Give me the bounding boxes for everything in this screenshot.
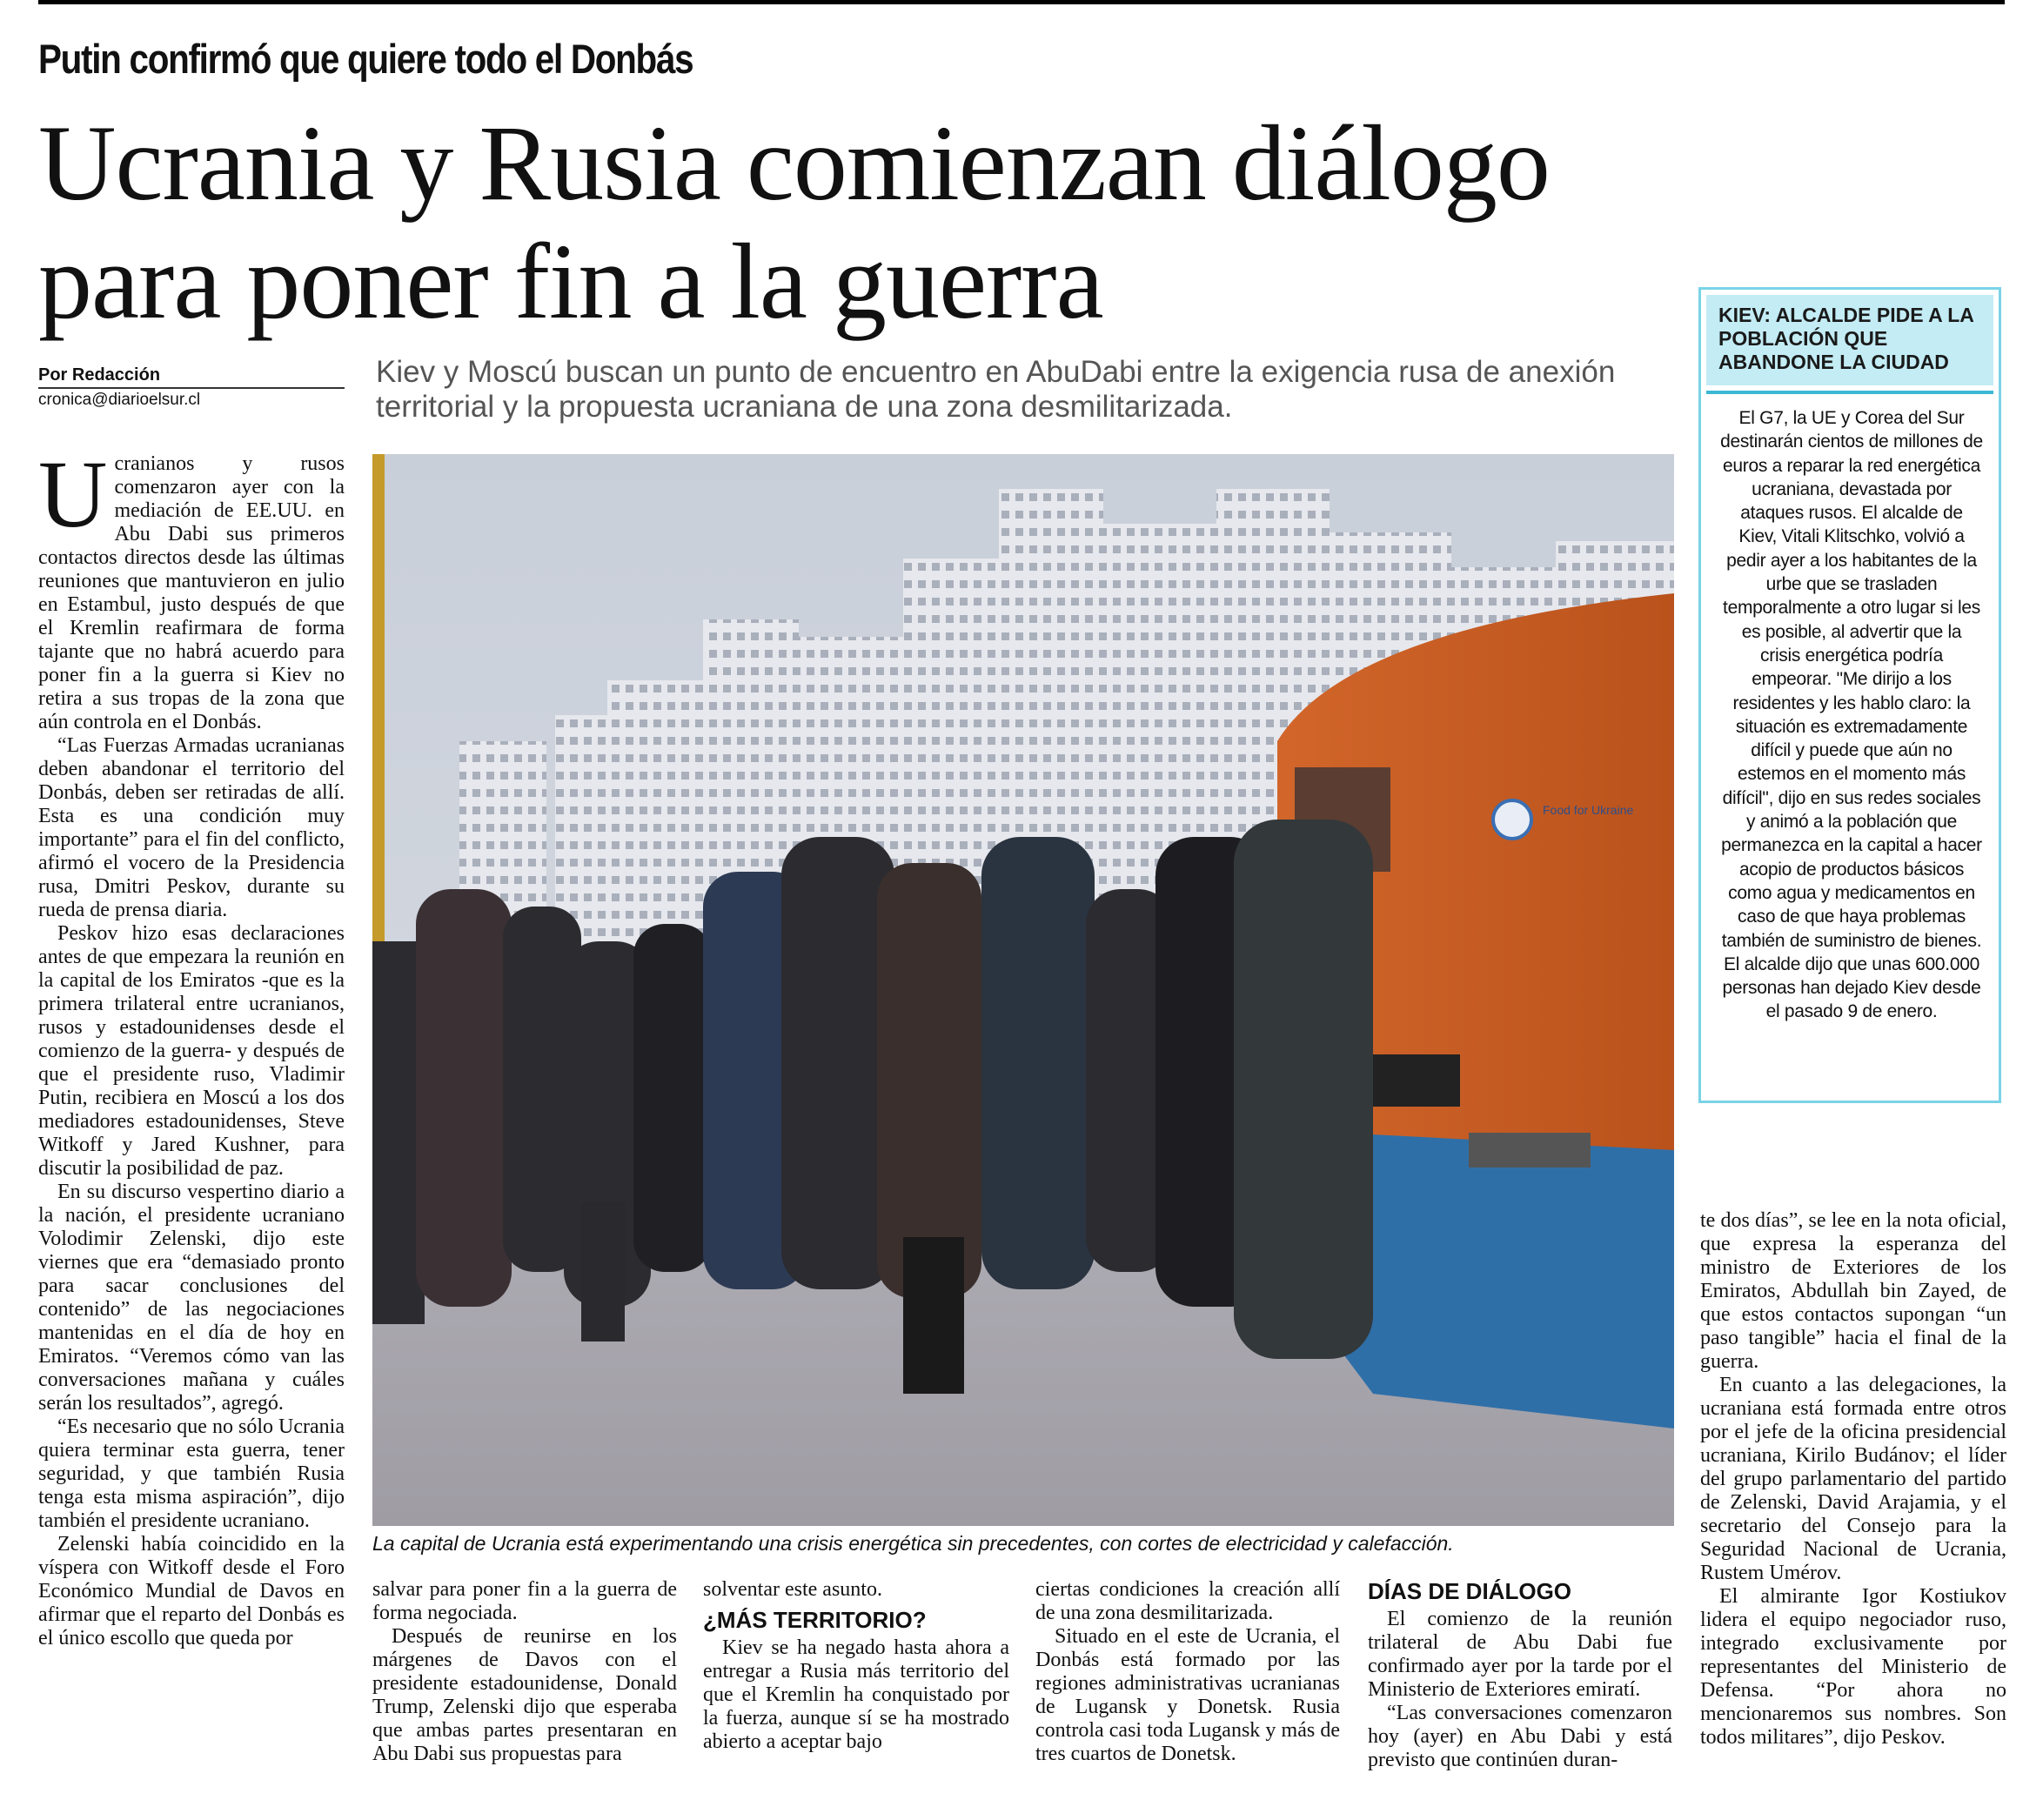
byline-email: cronica@diarioelsur.cl <box>38 391 201 409</box>
subhead-dias-de-dialogo: DÍAS DE DIÁLOGO <box>1368 1578 1572 1604</box>
article-paragraph: salvar para poner fin a la guerra de forma negociada. <box>372 1578 677 1624</box>
headline <box>38 104 1691 341</box>
article-paragraph <box>38 441 345 734</box>
subhead-mas-territorio: ¿MÁS TERRITORIO? <box>703 1607 927 1633</box>
headline-line-2: para poner fin a la guerra <box>38 222 1103 341</box>
article-paragraph: Kiev se ha negado hasta ahora a entregar a Rusia más territorio del que el Kremlin ha conquistado por la fuerza, aunque sí se ha mostrado abierto a aceptar bajo <box>703 1636 1009 1753</box>
article-paragraph: Peskov hizo esas declaraciones antes de que empezara la reunión en la capital de los Emiratos -que es la primera trilateral entre ucranianos, rusos y estadounidenses desde el comienzo de la guerra- y después de que el presidente ruso, Vladimir Putin, recibiera en Moscú a los dos mediadores estadounidenses, Steve Witkoff y Jared Kushner, para discutir la posibilidad de paz. <box>38 922 345 1180</box>
sidebar-title: KIEV: ALCALDE PIDE A LA POBLACIÓN QUE ABANDONE LA CIUDAD <box>1706 295 1993 385</box>
article-column-6 <box>1700 1209 2006 1750</box>
article-paragraph: Después de reunirse en los márgenes de Davos con el presidente estadounidense, Donald Trump, Zelenski dijo que esperaba que ambas partes presentaran en Abu Dabi sus propuestas para <box>372 1625 677 1765</box>
article-column-5 <box>1368 1578 1672 1772</box>
article-column-2 <box>372 1578 677 1766</box>
deck: Kiev y Moscú buscan un punto de encuentro en AbuDabi entre la exigencia rusa de anexión territorial y la propuesta ucraniana de una zona desmilitarizada. <box>376 355 1616 424</box>
article-paragraph: ciertas condiciones la creación allí de una zona desmilitarizada. <box>1035 1578 1340 1624</box>
byline <box>38 364 345 412</box>
article-paragraph: “Las conversaciones comenzaron hoy (ayer) en Abu Dabi y está previsto que continúen duran- <box>1368 1702 1672 1771</box>
photo-caption: La capital de Ucrania está experimentando una crisis energética sin precedentes, con cortes de electricidad y calefacción. <box>372 1532 1454 1555</box>
article-lead-text: cranianos y rusos comenzaron ayer con la mediación de EE.UU. en Abu Dabi sus primeros contactos directos desde las últimas reuniones que mantuvieron en julio en Estambul, justo después de que el Kremlin reafirmara de forma tajante que no habrá acuerdo para poner fin a la guerra si Kiev no retira a sus tropas de la zona que aún controla en el Donbás. <box>38 452 345 733</box>
byline-author: Por Redacción <box>38 364 345 389</box>
article-paragraph: Zelenski había coincidido en la víspera con Witkoff desde el Foro Económico Mundial de Davos en afirmar que el reparto del Donbás es el único escollo que queda por <box>38 1533 345 1649</box>
article-column-3 <box>703 1578 1009 1754</box>
article-paragraph: “Las Fuerzas Armadas ucranianas deben abandonar el territorio del Donbás, deben ser retiradas de allí. Esta es una condición muy importante” para el fin del conflicto, afirmó el vocero de la Presidencia rusa, Dmitri Peskov, durante su rueda de prensa diaria. <box>38 734 345 921</box>
article-column-1 <box>38 441 345 1650</box>
headline-line-1: Ucrania y Rusia comienzan diálogo <box>38 104 1550 223</box>
top-rule <box>38 0 2005 4</box>
article-paragraph: “Es necesario que no sólo Ucrania quiera terminar esta guerra, tener seguridad, y que también Rusia tenga esta misma aspiración”, dijo también el presidente ucraniano. <box>38 1415 345 1532</box>
sidebar-body: El G7, la UE y Corea del Sur destinarán cientos de millones de euros a reparar la red energética ucraniana, devastada por ataques rusos. El alcalde de Kiev, Vitali Klitschko, volvió a pedir ayer a los habitantes de la urbe que se trasladen temporalmente a otro lugar si les es posible, al advertir que la crisis energética podría empeorar. "Me dirijo a los residentes y les hablo claro: la situación es extremadamente difícil y puede que aún no estemos en el momento más difícil", dijo en sus redes sociales y animó a la población que permanezca en la capital a hacer acopio de productos básicos como agua y medicamentos en caso de que haya problemas también de suministro de bienes. El alcalde dijo que unas 600.000 personas han dejado Kiev desde el pasado 9 de enero. <box>1720 408 1983 1022</box>
article-paragraph: Situado en el este de Ucrania, el Donbás está formado por las regiones administrativas ucranianas de Lugansk y Donetsk. Rusia controla casi toda Lugansk y más de tres cuartos de Donetsk. <box>1035 1625 1340 1765</box>
article-column-4 <box>1035 1578 1340 1766</box>
article-paragraph: En cuanto a las delegaciones, la ucraniana está formada entre otros por el jefe de la oficina presidencial ucraniana, Kirilo Budánov; el líder del grupo parlamentario del partido de Zelenski, David Arajamia, y el secretario del Consejo para la Seguridad Nacional de Ucrania, Rustem Umérov. <box>1700 1374 2006 1584</box>
sidebar-box <box>1698 287 2001 1103</box>
article-paragraph: solventar este asunto. <box>703 1578 882 1601</box>
drop-cap: U <box>38 441 108 547</box>
article-paragraph: El almirante Igor Kostiukov lidera el equipo negociador ruso, integrado exclusivamente por representantes del Ministerio de Defensa. “Por ahora no mencionaremos sus nombres. Son todos militares”, dijo Peskov. <box>1700 1585 2006 1749</box>
kicker: Putin confirmó que quiere todo el Donbás <box>38 36 693 82</box>
article-paragraph: En su discurso vespertino diario a la nación, el presidente ucraniano Volodimir Zelenski, dijo este viernes que era “demasiado pronto para sacar conclusiones del contenido” de las negociaciones mantenidas en el día de hoy en Emiratos. “Veremos cómo van las conversaciones mañana y cuáles serán los resultados”, agregó. <box>38 1181 345 1415</box>
article-paragraph: te dos días”, se lee en la nota oficial, que expresa la esperanza del ministro de Exteriores de los Emiratos, Abdullah bin Zayed, de que estos contactos supongan “un paso tangible” hacia el final de la guerra. <box>1700 1209 2006 1373</box>
van-logo-text: Food for Ukraine <box>1543 803 1634 817</box>
article-paragraph: El comienzo de la reunión trilateral de Abu Dabi fue confirmado ayer por la tarde por el Ministerio de Exteriores emiratí. <box>1368 1608 1672 1701</box>
news-photo <box>372 454 1674 1526</box>
